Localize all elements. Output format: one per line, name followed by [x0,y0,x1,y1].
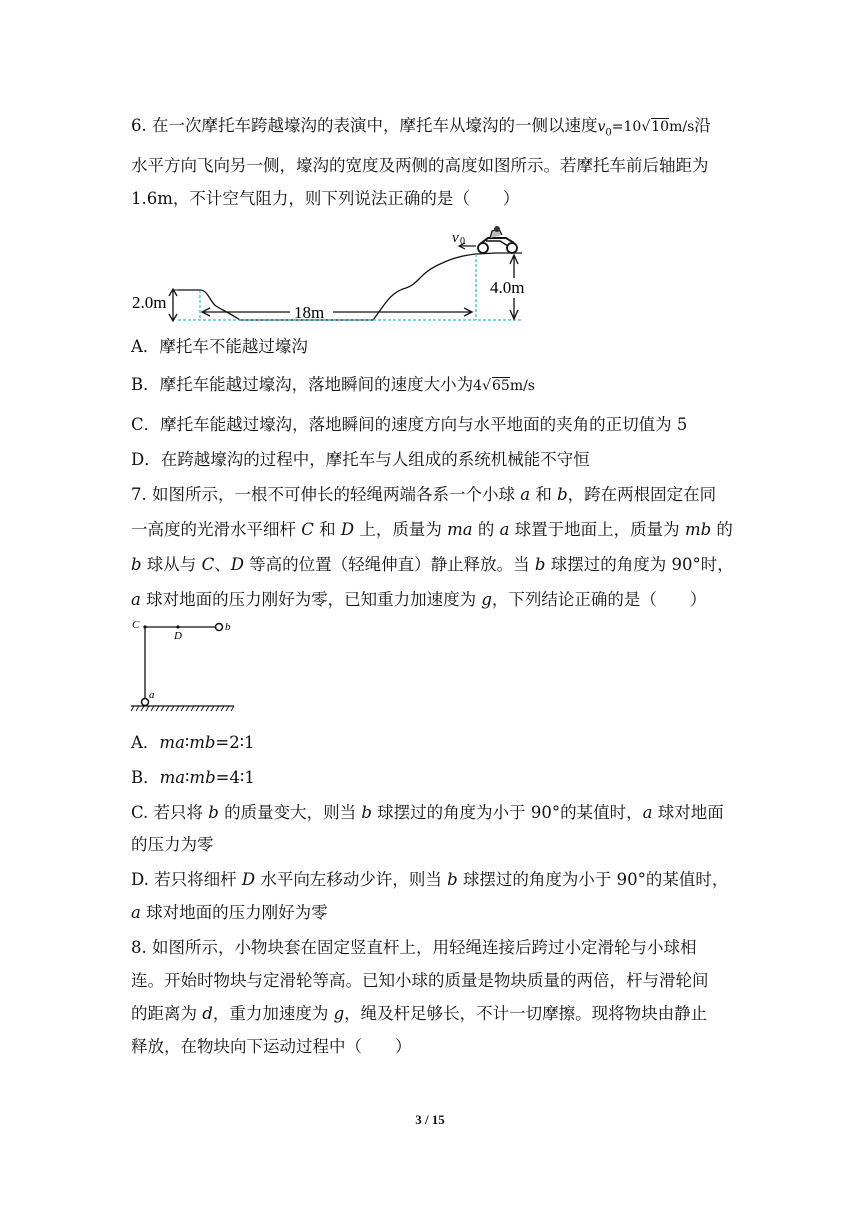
option-b-coefficient: 4 [473,378,483,394]
q7-option-c-line-2: 的压力为零 [131,835,214,854]
q7-line-2: 一高度的光滑水平细杆 C 和 D 上，质量为 ma 的 a 球置于地面上，质量为 mb 的 [131,520,733,539]
q8-line-4: 释放，在物块向下运动过程中（ ） [131,1037,412,1056]
v0-subscript: 0 [605,127,612,139]
rod-d [176,625,179,628]
q8-line-2: 连。开始时物块与定滑轮等高。已知小球的质量是物块质量的两倍，杆与滑轮间 [131,971,709,990]
q8-line-3: 的距离为 d，重力加速度为 g，绳及杆足够长，不计一切摩擦。现将物块由静止 [131,1004,708,1023]
width-label: 18m [294,303,325,322]
q7-line-1: 7. 如图所示，一根不可伸长的轻绳两端各系一个小球 a 和 b，跨在两根固定在同 [131,485,717,504]
v0-symbol: v [597,119,606,135]
v0-equals: =10 [611,119,642,135]
option-b-radicand: 65 [491,378,510,394]
q7-option-a: A．ma∶mb=2∶1 [131,733,255,752]
label-d: D [174,630,182,642]
motorcycle-icon [478,226,517,253]
q6-stem-text: 6. 在一次摩托车跨越壕沟的表演中，摩托车从壕沟的一侧以速度 [131,116,598,135]
q7-option-c-line-1: C. 若只将 b 的质量变大，则当 b 球摆过的角度为小于 90°的某值时，a 球对地面 [131,803,724,822]
right-height-label: 4.0m [490,278,525,297]
v0-figure-label: v [452,230,459,246]
q7-option-d-line-1: D. 若只将细杆 D 水平向左移动少许，则当 b 球摆过的角度为小于 90°的某值时， [131,870,729,889]
q7-line-4: a 球对地面的压力刚好为零，已知重力加速度为 g，下列结论正确的是（ ） [131,590,707,609]
v0-radicand: 10 [651,119,670,135]
q6-stem-text-end: 沿 [694,116,711,135]
q6-line-3: 1.6m，不计空气阻力，则下列说法正确的是（ ） [131,189,520,208]
q6-option-b: B．摩托车能越过壕沟，落地瞬间的速度大小为4√65m/s [131,375,535,394]
v0-unit: m/s [669,119,695,135]
q6-line-1: 6. 在一次摩托车跨越壕沟的表演中，摩托车从壕沟的一侧以速度$v_0=10√10m/s$沿 [131,116,711,139]
label-c: C [132,619,140,631]
q6-option-a: A．摩托车不能越过壕沟 [131,337,308,356]
terrain-profile [178,253,525,320]
q7-option-b: B．ma∶mb=4∶1 [131,768,255,787]
ball-b [216,624,223,631]
label-a: a [149,689,155,701]
q7-pendulum-figure [128,618,240,716]
ball-a [142,699,149,706]
q7-line-3: b 球从与 C、D 等高的位置（轻绳伸直）静止释放。当 b 球摆过的角度为 90°时， [131,555,734,574]
v0-figure-subscript: 0 [460,236,465,247]
q6-trench-figure [128,226,528,328]
page-number: 3 / 15 [415,1112,445,1127]
label-b: b [225,621,231,633]
ground-hatching [131,706,234,711]
q6-option-c: C．摩托车能越过壕沟，落地瞬间的速度方向与水平地面的夹角的正切值为 5 [131,415,688,434]
q7-option-d-line-2: a 球对地面的压力刚好为零 [131,903,328,922]
q6-option-d: D．在跨越壕沟的过程中，摩托车与人组成的系统机械能不守恒 [131,450,590,469]
q6-line-2: 水平方向飞向另一侧，壕沟的宽度及两侧的高度如图所示。若摩托车前后轴距为 [131,156,709,175]
left-height-label: 2.0m [132,293,167,312]
option-b-unit: m/s [509,378,535,394]
q8-line-1: 8. 如图所示，小物块套在固定竖直杆上，用轻绳连接后跨过小定滑轮与小球相 [131,938,697,957]
